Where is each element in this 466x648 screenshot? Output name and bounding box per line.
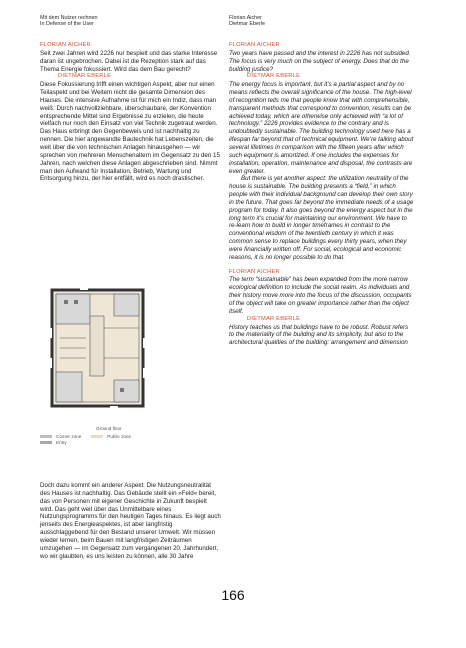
paragraph: Diese Fokussierung trifft einen wichtigen Aspekt, aber nur einen Teilaspekt und bei Weitem nicht die gesamte Dimension des Hauses. Die intensive Aufnahme ist für mich ein Indiz, dass man weiß: Durch nachvollziehbare, überschaubare, der Konvention entsprechende Mittel sind Ergebnisse zu erzielen, die heute vielfach nur noch den Einsatz von viel Technik zugetraut werden. Das Haus erbringt den Gegenbeweis und ist nachhaltig zu nennen. Die hier angewandte Bautechnik hat Lebenszeiten, die weit über die von technischen Anlagen hinausgehen — wir sprechen von mehreren Menschenaltern im Gegensatz zu den 15 Jahren, nach welchen diese Anlagen abgeschrieben sind. Nimmt man den Aufwand für Installation, Betrieb, Wartung und Entsorgung hinzu, der hier entfällt, wird es noch drastischer.	[40, 81, 220, 183]
speaker-label: DIETMAR EBERLE	[58, 73, 112, 80]
paragraph: History teaches us that buildings have to be robust. Robust refers to the materiality of the building and its simplicity, but also to the architectural qualities of the building: arrangement and dimension	[229, 323, 409, 347]
paragraph: Doch dazu kommt ein anderer Aspekt: Die Nutzungsneutralität des Hauses ist nachhaltig. Das Gebäude stellt ein »Feld« bereit, das von Personen mit eigener Geschichte in Zukunft bespielt wird. Das geht weit über das Unmittelbare eines Nutzungsprogramms für den heutigen Tages hinaus. Es liegt auch jenseits des Energieaspektes, ist aber langfristig ausschlaggebend für den Bestand unserer Umwelt. Wir müssen wieder lernen, beim Bauen mit langfristigen Zeiträumen umzugehen — im Gegensatz zum vergangenen 20. Jahrhundert, wo wir glaubten, es uns leisten zu können, alle 30 Jahre	[40, 482, 221, 560]
legend-swatch	[91, 435, 103, 438]
speaker-label: FLORIAN AICHER	[40, 42, 91, 48]
running-header-right	[229, 15, 265, 28]
header-author-1: Florian Aicher	[229, 15, 262, 21]
floor-plan-drawing	[50, 288, 145, 408]
paragraph: Seit zwei Jahren wird 2226 nur bespielt und das starke Interesse daran ist ungebrochen. Dabei ist die Rezeption stark auf das Thema Energie fokussiert. Wird das dem Bau gerecht?	[40, 49, 218, 73]
speaker-label: DIETMAR EBERLE	[247, 73, 301, 80]
header-title-english: In Defense of the User	[40, 21, 94, 28]
speaker-label: FLORIAN AICHER	[229, 42, 280, 48]
page-number: 166	[221, 587, 245, 603]
header-author-2: Dietmar Eberle	[229, 21, 265, 28]
legend-swatch	[40, 441, 52, 444]
paragraph: Two years have passed and the interest in 2226 has not subsided. The focus is very much on the subject of energy. Does that do the building justice?	[229, 49, 411, 73]
running-header-left	[40, 15, 98, 28]
paragraph: But there is yet another aspect: the utilization neutrality of the house is sustainable. The building presents a “field,” in which people with their individual background can develop their own story in the future. That goes far beyond the immediate needs of a usage program for today. It also goes beyond the energy aspect but in the long term it’s crucial for maintaining our environment. We have to re-learn how to build in longer timeframes in contrast to the conventional wisdom of the twentieth century in which it was common sense to replace buildings every thirty years, when they were financially written off. For social, ecological and economic reasons, it is no longer possible to do that.	[229, 175, 414, 261]
paragraph: The energy focus is important, but it’s a partial aspect and by no means reflects the overall significance of the house. The high-level of recognition tells me that people know that with comprehensible, transparent methods that correspond to convention, results can be achieved today, which are otherwise only achieved with “a lot of technology.” 2226 provides evidence to the contrary and is undoubtedly sustainable. The building technology used here has a lifespan far beyond that of technical equipment. We’re talking about several lifetimes in comparison with the fifteen years after which such equipment is amortized. If one includes the expenses for installation, operation, maintenance and disposal, the contrasts are even greater.	[229, 81, 414, 175]
legend-label: Corner zone	[56, 434, 82, 439]
legend-label: Entry	[56, 439, 67, 445]
english-column	[229, 42, 415, 347]
speaker-label: FLORIAN AICHER	[229, 268, 280, 275]
floor-plan-figure	[40, 288, 221, 478]
speaker-label: DIETMAR EBERLE	[247, 315, 301, 322]
paragraph: The term “sustainable” has been expanded from the more narrow ecological definition to include the social realm. As individuals and their history move more into the focus of the discussion, occupants of the object will take on greater importance rather than the object itself.	[229, 276, 412, 315]
legend-item	[40, 440, 131, 446]
legend-label: Public zone	[107, 434, 132, 439]
plan-legend	[40, 434, 131, 445]
plan-caption: Ground floor	[96, 426, 122, 431]
german-column	[40, 42, 221, 183]
legend-swatch	[40, 435, 52, 438]
german-column-continued	[40, 482, 221, 560]
header-title-german: Mit dem Nutzer rechnen	[40, 15, 98, 21]
